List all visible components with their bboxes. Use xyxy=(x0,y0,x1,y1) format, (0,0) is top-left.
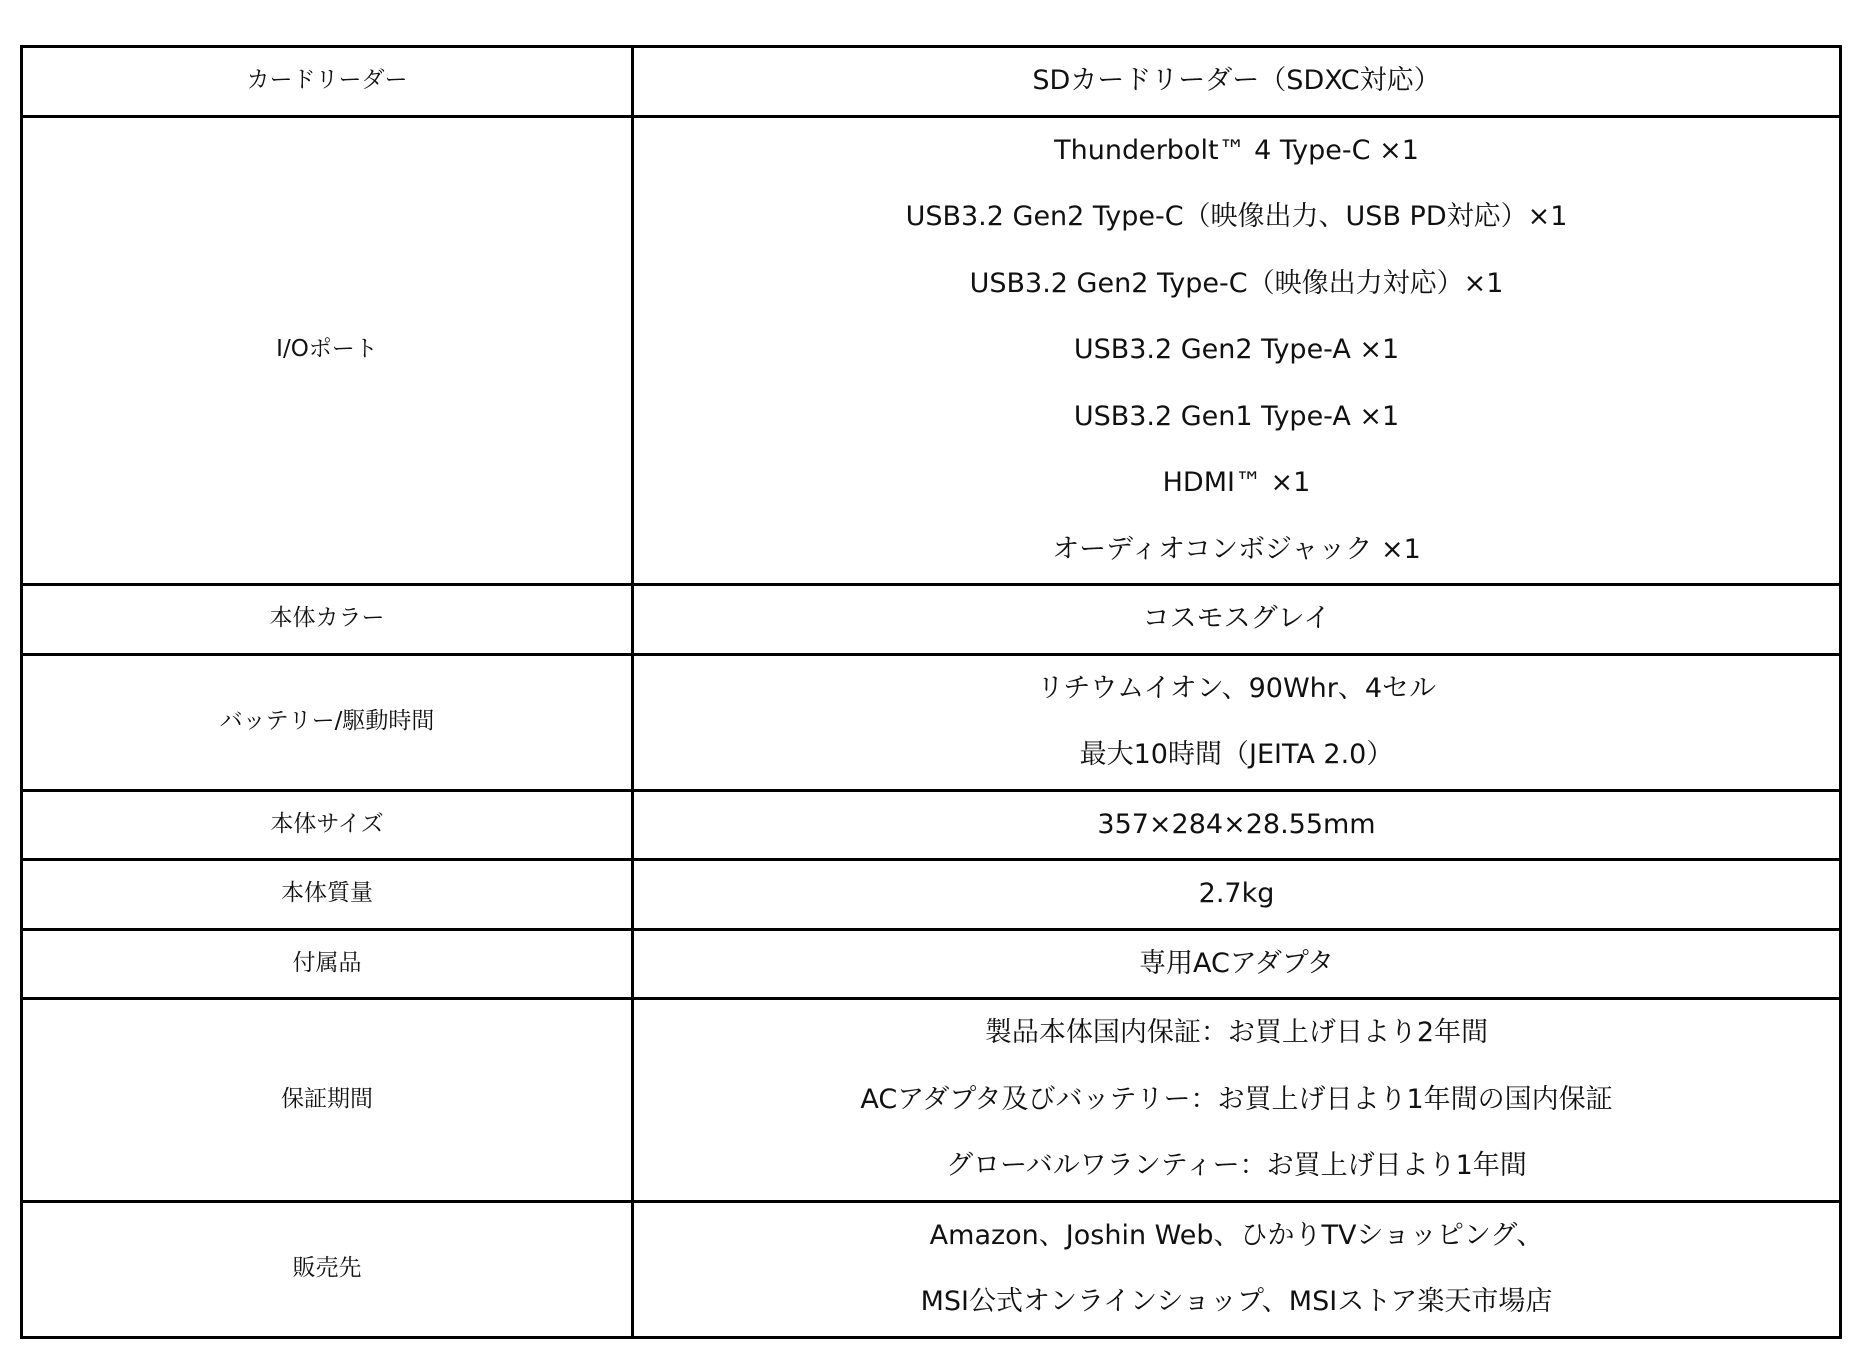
spec-value xyxy=(633,585,1841,655)
spec-label: 保証期間 xyxy=(22,999,633,1202)
spec-label: 付属品 xyxy=(22,929,633,999)
spec-value-line: MSI公式オンラインショップ、MSIストア楽天市場店 xyxy=(920,1286,1553,1317)
spec-value-line: USB3.2 Gen1 Type-A ×1 xyxy=(1073,400,1400,432)
spec-value-line: SDカードリーダー（SDXC対応） xyxy=(1032,65,1441,96)
spec-value-line: 2.7kg xyxy=(1198,878,1275,909)
spec-row-accessories xyxy=(22,929,1841,999)
spec-value xyxy=(633,1201,1841,1337)
spec-row-body-color xyxy=(22,585,1841,655)
spec-value-line: 最大10時間（JEITA 2.0） xyxy=(1079,739,1394,770)
spec-label: バッテリー/駆動時間 xyxy=(22,654,633,790)
spec-value-line: ACアダプタ及びバッテリー：お買上げ日より1年間の国内保証 xyxy=(860,1083,1613,1115)
spec-value-line: Amazon、Joshin Web、ひかりTVショッピング、 xyxy=(929,1219,1544,1251)
spec-value-line: リチウムイオン、90Whr、4セル xyxy=(1036,672,1437,704)
spec-value xyxy=(633,790,1841,860)
spec-value-line: コスモスグレイ xyxy=(1142,603,1331,634)
spec-row-body-size xyxy=(22,790,1841,860)
spec-value xyxy=(633,654,1841,790)
spec-value xyxy=(633,860,1841,930)
spec-row-battery xyxy=(22,654,1841,790)
spec-value xyxy=(633,929,1841,999)
spec-value-line: USB3.2 Gen2 Type-C（映像出力、USB PD対応）×1 xyxy=(905,201,1568,232)
spec-value-line: 専用ACアダプタ xyxy=(1138,947,1335,979)
spec-value xyxy=(633,47,1841,117)
spec-value-line: USB3.2 Gen2 Type-C（映像出力対応）×1 xyxy=(969,267,1504,299)
spec-value-line: USB3.2 Gen2 Type-A ×1 xyxy=(1073,334,1400,365)
spec-row-retailers xyxy=(22,1201,1841,1337)
spec-value-line: HDMI™ ×1 xyxy=(1162,467,1311,498)
spec-label: 本体質量 xyxy=(22,860,633,930)
spec-label: 本体サイズ xyxy=(22,790,633,860)
spec-value-line: グローバルワランティー：お買上げ日より1年間 xyxy=(946,1150,1527,1181)
spec-value-line: 製品本体国内保証：お買上げ日より2年間 xyxy=(984,1017,1489,1048)
spec-value xyxy=(633,116,1841,585)
spec-label: 販売先 xyxy=(22,1201,633,1337)
spec-value xyxy=(633,999,1841,1202)
spec-row-card-reader xyxy=(22,47,1841,117)
spec-row-body-weight xyxy=(22,860,1841,930)
spec-row-warranty xyxy=(22,999,1841,1202)
spec-label: カードリーダー xyxy=(22,47,633,117)
spec-row-io-ports xyxy=(22,116,1841,585)
spec-value-line: オーディオコンボジャック ×1 xyxy=(1052,533,1421,565)
spec-table xyxy=(20,45,1842,1339)
spec-label: 本体カラー xyxy=(22,585,633,655)
spec-value-line: Thunderbolt™ 4 Type-C ×1 xyxy=(1054,134,1419,166)
spec-label: I/Oポート xyxy=(22,116,633,585)
spec-value-line: 357×284×28.55mm xyxy=(1097,808,1376,840)
